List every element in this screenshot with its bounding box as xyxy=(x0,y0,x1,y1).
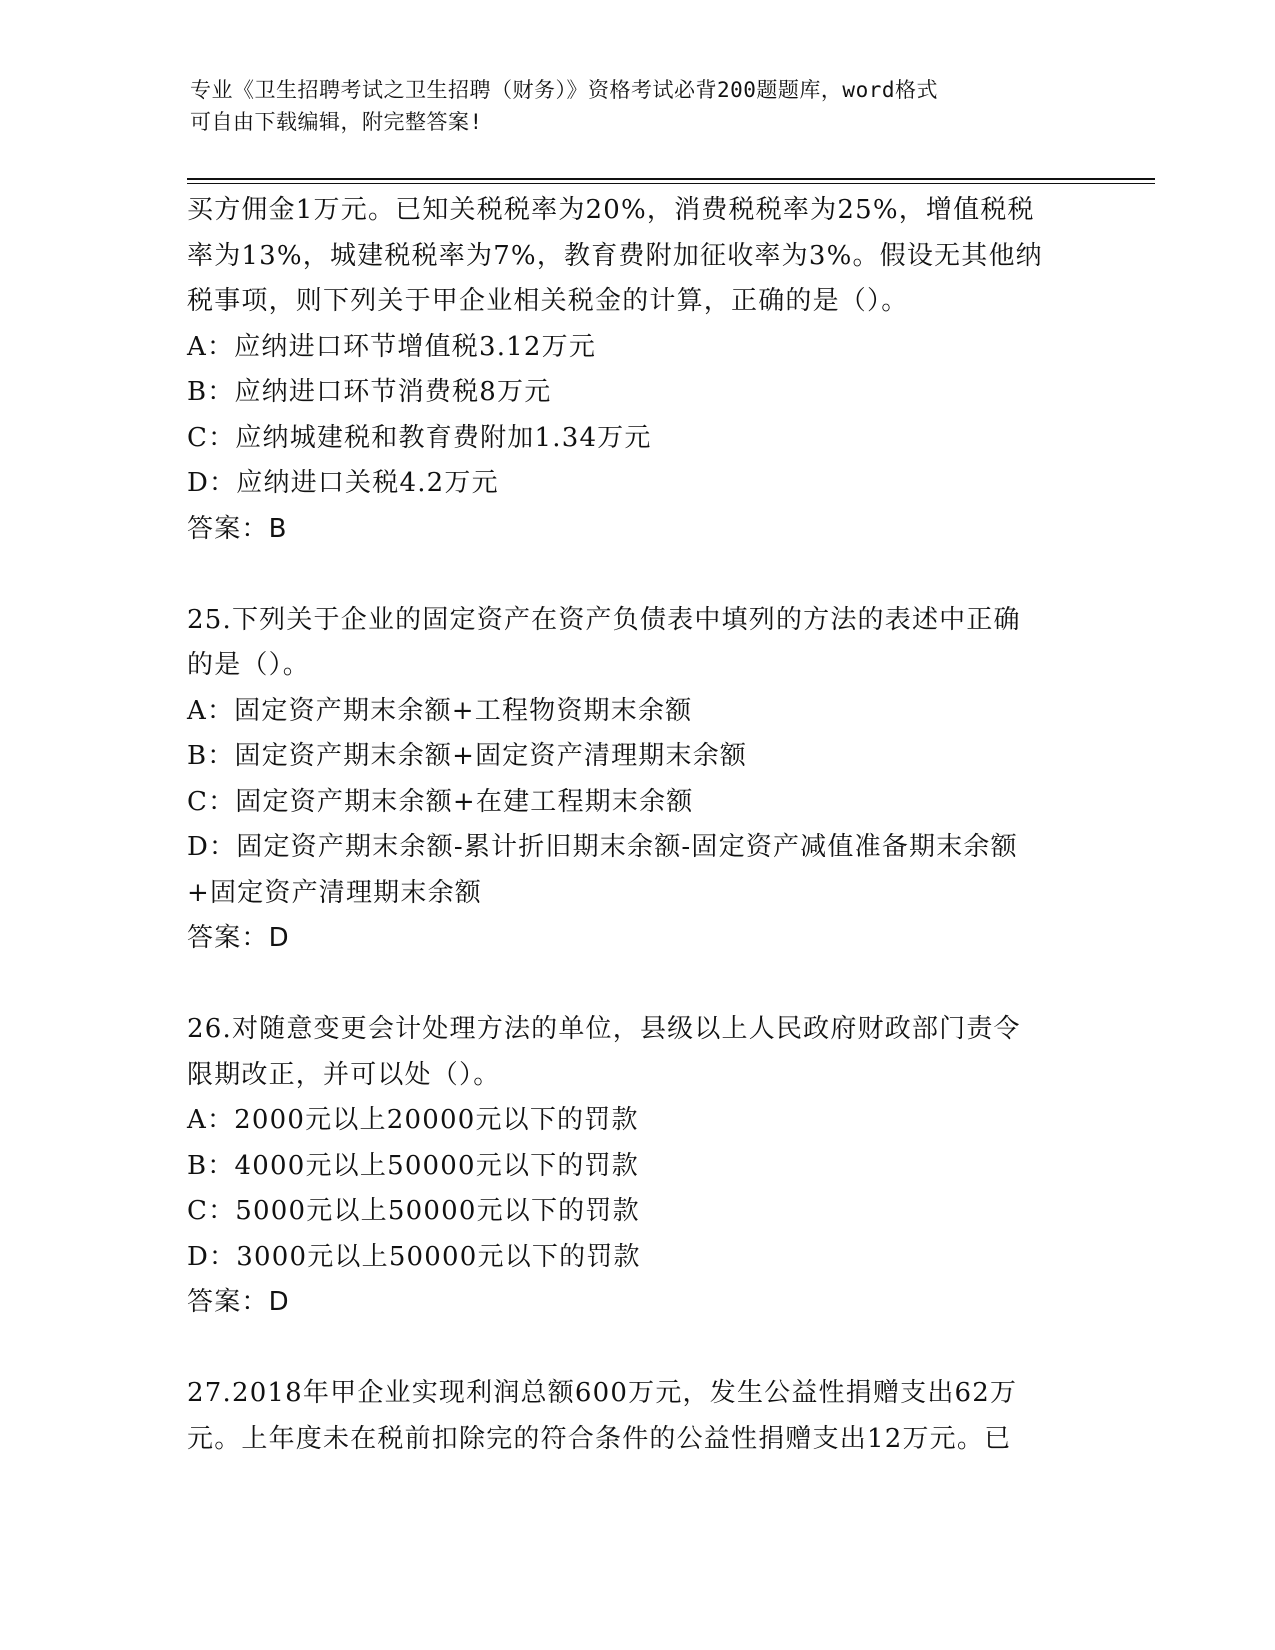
question-26 xyxy=(187,1007,1087,1326)
header-rule-thick xyxy=(187,178,1155,180)
question-stem-line: 率为13%，城建税税率为7%，教育费附加征收率为3%。假设无其他纳 xyxy=(187,240,1043,271)
answer-label: 答案：D xyxy=(187,1287,290,1317)
option-c: C：应纳城建税和教育费附加1.34万元 xyxy=(187,422,652,453)
spacer xyxy=(187,552,1087,598)
option-c: C：5000元以上50000元以下的罚款 xyxy=(187,1196,640,1226)
answer-label: 答案：B xyxy=(187,513,288,544)
question-stem-line: 元。上年度未在税前扣除完的符合条件的公益性捐赠支出12万元。已 xyxy=(187,1423,1012,1454)
option-b: B：固定资产期末余额+固定资产清理期末余额 xyxy=(187,741,748,771)
question-content xyxy=(187,188,1087,1462)
question-stem-line: 限期改正，并可以处（）。 xyxy=(187,1059,501,1090)
question-25 xyxy=(187,598,1087,962)
question-stem-line: 买方佣金1万元。已知关税税率为20%，消费税税率为25%，增值税税 xyxy=(187,195,1035,225)
document-header xyxy=(190,74,1070,138)
option-a: A：应纳进口环节增值税3.12万元 xyxy=(187,331,597,362)
question-stem-line: 27.2018年甲企业实现利润总额600万元，发生公益性捐赠支出62万 xyxy=(187,1378,1018,1408)
question-stem-line: 税事项，则下列关于甲企业相关税金的计算，正确的是（）。 xyxy=(187,286,909,316)
option-a: A：2000元以上20000元以下的罚款 xyxy=(187,1105,639,1135)
question-24 xyxy=(187,188,1087,552)
answer-label: 答案：D xyxy=(187,923,290,953)
question-stem-line: 26.对随意变更会计处理方法的单位，县级以上人民政府财政部门责令 xyxy=(187,1014,1021,1044)
spacer xyxy=(187,962,1087,1008)
header-line-2: 可自由下载编辑，附完整答案! xyxy=(190,110,483,134)
option-d: D：3000元以上50000元以下的罚款 xyxy=(187,1241,641,1272)
option-d-continued: +固定资产清理期末余额 xyxy=(187,877,482,908)
question-27 xyxy=(187,1371,1087,1462)
option-a: A：固定资产期末余额+工程物资期末余额 xyxy=(187,695,693,726)
spacer xyxy=(187,1326,1087,1372)
option-d: D：应纳进口关税4.2万元 xyxy=(187,468,499,498)
question-stem-line: 25.下列关于企业的固定资产在资产负债表中填列的方法的表述中正确 xyxy=(187,604,1021,635)
option-b: B：4000元以上50000元以下的罚款 xyxy=(187,1150,639,1181)
question-stem-line: 的是（）。 xyxy=(187,650,311,680)
header-rule-thin xyxy=(187,183,1155,184)
option-d: D：固定资产期末余额-累计折旧期末余额-固定资产减值准备期末余额 xyxy=(187,832,1018,862)
option-b: B：应纳进口环节消费税8万元 xyxy=(187,377,552,407)
header-line-1: 专业《卫生招聘考试之卫生招聘（财务）》资格考试必背200题题库，word格式 xyxy=(190,78,938,102)
option-c: C：固定资产期末余额+在建工程期末余额 xyxy=(187,786,694,817)
